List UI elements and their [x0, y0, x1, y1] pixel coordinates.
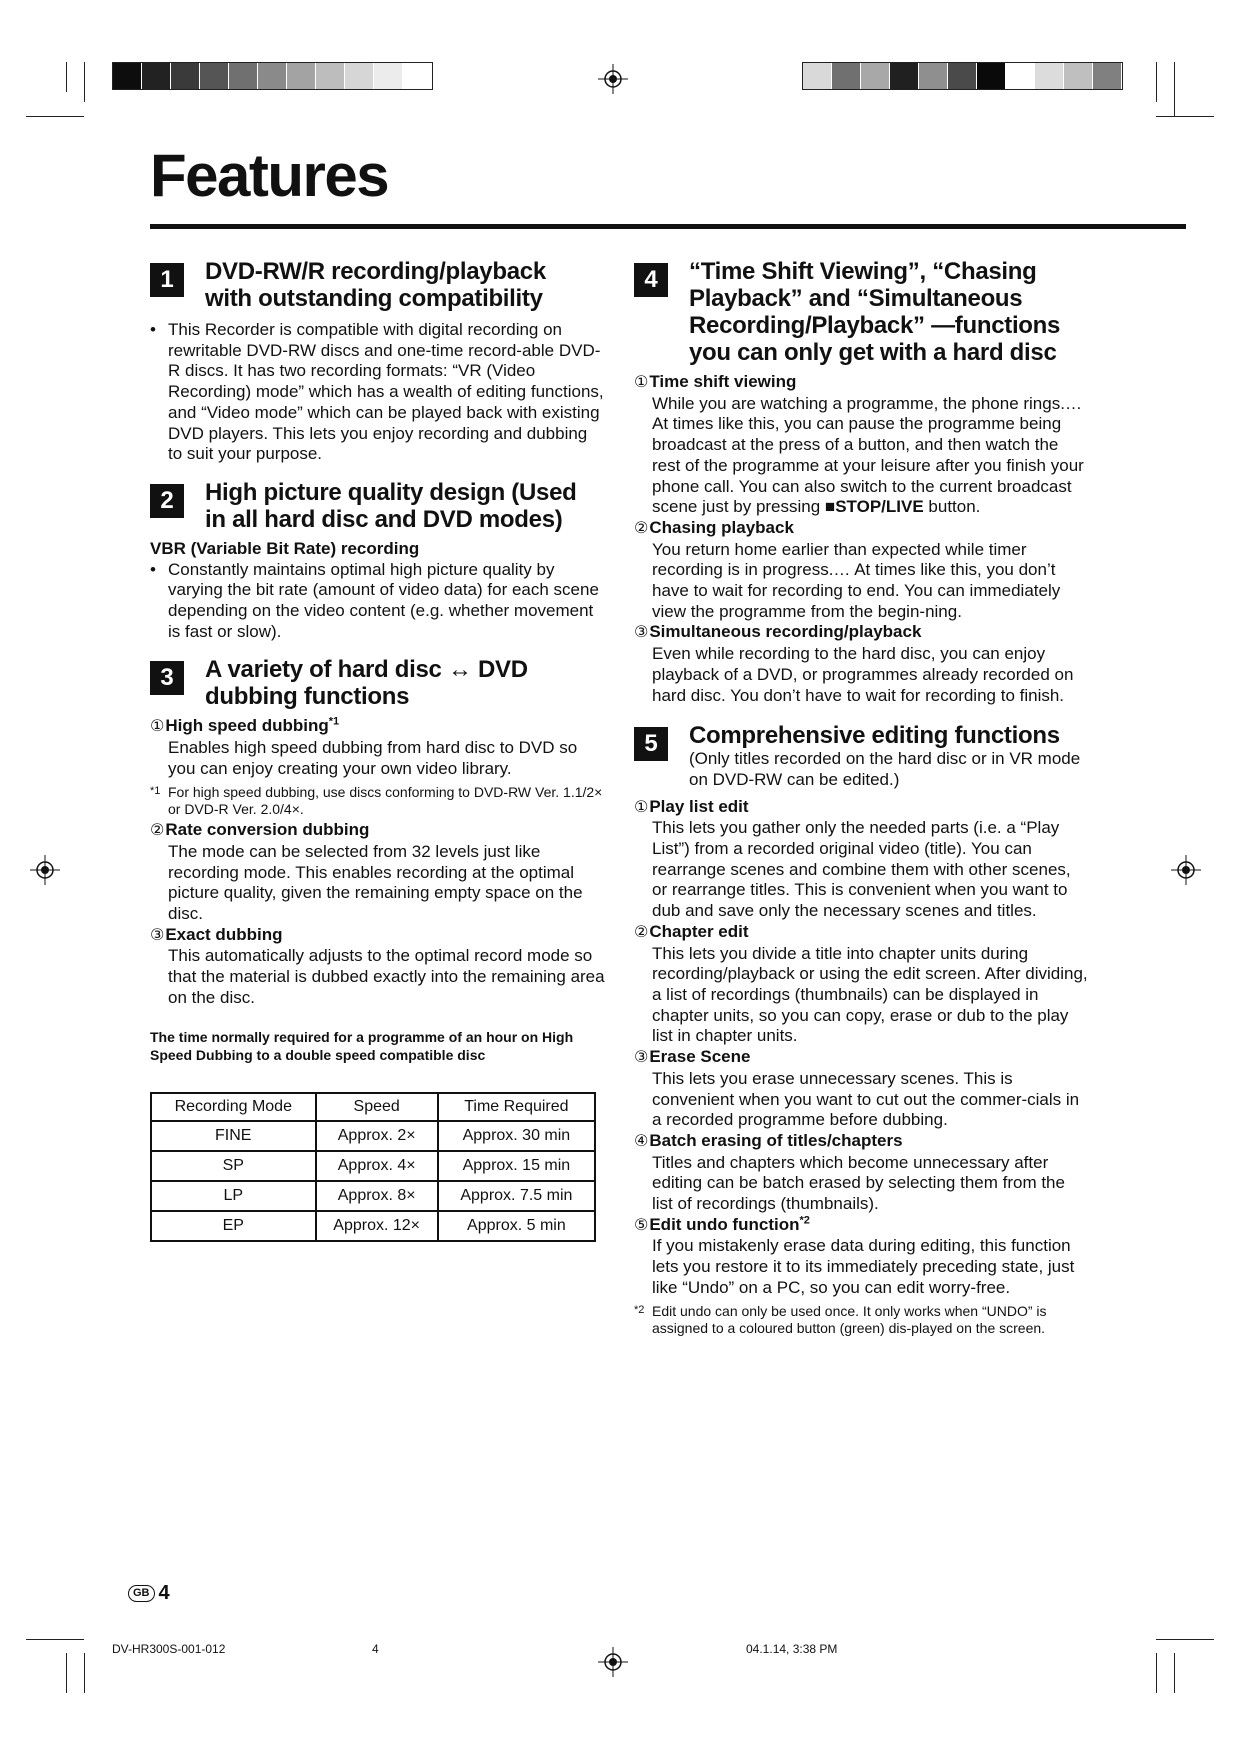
- item-title-text: Erase Scene: [649, 1047, 751, 1067]
- item-title-text: Time shift viewing: [649, 372, 797, 391]
- print-file-name: DV-HR300S-001-012: [112, 1642, 226, 1656]
- feature-item-text: Titles and chapters which become unnecessary after editing can be batch erased by selecting them from the list of recordings (thumbnails).: [652, 1152, 1065, 1214]
- item-number: ⑤: [634, 1216, 649, 1234]
- stop-live-button-label: ■STOP/LIVE: [824, 497, 924, 517]
- color-swatch-strip-right: [802, 62, 1123, 90]
- feature-item-text: Even while recording to the hard disc, you can enjoy playback of a DVD, or programmes already recorded on hard disc. You don’t have to wait for recording to finish.: [652, 644, 1074, 705]
- feature-item-title: [150, 716, 605, 738]
- section-intro: (Only titles recorded on the hard disc or in VR mode on DVD-RW can be edited.): [689, 749, 1081, 789]
- table-cell: SP: [151, 1151, 316, 1181]
- item-title-text: High speed dubbing: [165, 716, 329, 736]
- feature-item-title: [634, 1131, 1089, 1153]
- feature-item-text: [652, 394, 1089, 518]
- section-heading: [689, 722, 1089, 749]
- color-swatch: [890, 63, 919, 89]
- color-swatch: [1006, 63, 1035, 89]
- feature-item-text: You return home earlier than expected while timer recording is in progress.… At times like this, you don’t have to wait for recording to end. You can immediately view the programme from the begin-ning.: [652, 539, 1061, 621]
- color-swatch: [803, 63, 832, 89]
- heading-line: “Time Shift Viewing”, “Chasing: [689, 258, 1037, 285]
- color-swatch: [345, 63, 374, 89]
- heading-line: Comprehensive editing functions: [689, 722, 1060, 750]
- section-number: 4: [634, 263, 668, 297]
- feature-item-text: If you mistakenly erase data during editing, this function lets you restore it to its immediately preceding state, just like “Undo” on a PC, so you can edit worry-free.: [652, 1236, 1075, 1297]
- item-text-part: While you are watching a programme, the phone rings.… At times like this, you can pause the programme being broadcast at the press of a button, and then watch the rest of the programme at your leisure after you finish your phone call. You can also switch to the current broadcast scene just by pressing: [652, 393, 1084, 517]
- section-heading: [689, 258, 1089, 366]
- footnote-text: For high speed dubbing, use discs conforming to DVD-RW Ver. 1.1/2× or DVD-R Ver. 2.0/4×.: [168, 783, 603, 817]
- print-page-number: 4: [372, 1642, 379, 1656]
- crop-mark-icon: [26, 1639, 84, 1640]
- color-swatch: [142, 63, 171, 89]
- section-heading: [205, 258, 605, 312]
- crop-mark-icon: [84, 62, 85, 102]
- dubbing-time-table: [150, 1092, 596, 1242]
- crop-mark-icon: [84, 1653, 85, 1693]
- item-title-text: Chasing playback: [649, 517, 794, 537]
- section-body: [634, 372, 1089, 706]
- item-number: ①: [634, 798, 649, 816]
- table-cell: Approx. 30 min: [438, 1121, 595, 1151]
- section-body: [634, 797, 1089, 1337]
- section-body: [150, 716, 605, 1242]
- color-swatch-strip-left: [112, 62, 433, 90]
- table-cell: Approx. 5 min: [438, 1211, 595, 1241]
- footnote: [150, 784, 605, 819]
- heading-line: dubbing functions: [205, 683, 410, 711]
- left-column: [150, 258, 605, 1242]
- item-text-part: button.: [923, 497, 981, 517]
- section-body: [150, 320, 605, 465]
- feature-item-text: This lets you erase unnecessary scenes. This is convenient when you want to cut out the commer-cials in a recorded programme before dubbing.: [652, 1068, 1080, 1130]
- table-cell: EP: [151, 1211, 316, 1241]
- heading-line: Playback” and “Simultaneous: [689, 285, 1023, 312]
- item-title-text: Edit undo function: [649, 1214, 800, 1234]
- title-rule: [150, 224, 1186, 229]
- section-4: [634, 258, 1089, 706]
- right-column: [634, 258, 1089, 1339]
- heading-line: in all hard disc and DVD modes): [205, 505, 563, 533]
- heading-line: DVD-RW/R recording/playback: [205, 258, 546, 285]
- feature-item-title: [150, 925, 605, 947]
- crop-mark-icon: [1174, 1653, 1175, 1693]
- table-caption: The time normally required for a programme of an hour on High Speed Dubbing to a double speed compatible disc: [150, 1029, 574, 1064]
- item-number: ①: [634, 374, 649, 391]
- feature-item-text: This lets you divide a title into chapter units during recording/playback or using the edit screen. After dividing, a list of recordings (thumbnails) can be displayed in chapter units, so you can copy, erase or dub to the play list in chapter units.: [652, 943, 1088, 1046]
- feature-item-title: [634, 622, 1089, 644]
- footnote: [634, 1303, 1089, 1338]
- feature-item-text: This lets you gather only the needed parts (i.e. a “Play List”) from a recorded original video (title). You can rearrange scenes and combine them with other scenes, or rearrange titles. This is convenient when you want to dub and save only the necessary scenes and titles.: [652, 818, 1071, 921]
- table-cell: Approx. 2×: [316, 1121, 438, 1151]
- crop-mark-icon: [26, 116, 84, 117]
- feature-item-title: [634, 518, 1089, 540]
- footnote-mark: *1: [150, 784, 161, 797]
- table-cell: Approx. 12×: [316, 1211, 438, 1241]
- color-swatch: [861, 63, 890, 89]
- color-swatch: [1035, 63, 1064, 89]
- registration-crosshair-icon: [30, 855, 60, 885]
- item-title-text: Exact dubbing: [165, 924, 283, 944]
- registration-crosshair-icon: [598, 64, 628, 94]
- color-swatch: [403, 63, 432, 89]
- section-heading: [205, 479, 605, 533]
- item-title-text: Chapter edit: [649, 921, 749, 941]
- feature-item-title: [150, 820, 605, 842]
- item-number: ②: [150, 822, 165, 840]
- section-heading: [205, 656, 605, 710]
- crop-mark-icon: [1156, 62, 1157, 102]
- region-badge: GB: [128, 1585, 155, 1602]
- feature-item-text: This automatically adjusts to the optimal record mode so that the material is dubbed exactly into the remaining area on the disc.: [168, 946, 605, 1007]
- feature-item-text: Enables high speed dubbing from hard disc to DVD so you can enjoy creating your own video library.: [168, 738, 578, 778]
- item-title-text: Batch erasing of titles/chapters: [649, 1130, 903, 1150]
- table-row: [151, 1151, 595, 1181]
- section-5: [634, 722, 1089, 1337]
- table-cell: Approx. 4×: [316, 1151, 438, 1181]
- color-swatch: [113, 63, 142, 89]
- heading-line: you can only get with a hard disc: [689, 339, 1057, 366]
- color-swatch: [316, 63, 345, 89]
- table-header-cell: Time Required: [438, 1093, 595, 1121]
- item-title-text: Simultaneous recording/playback: [649, 622, 922, 642]
- crop-mark-icon: [66, 62, 67, 92]
- registration-crosshair-icon: [598, 1647, 628, 1677]
- page-number: 4: [158, 1582, 170, 1604]
- color-swatch: [171, 63, 200, 89]
- crop-mark-icon: [66, 1653, 67, 1693]
- table-row: [151, 1211, 595, 1241]
- crop-mark-icon: [1156, 1639, 1214, 1640]
- section-3: [150, 656, 605, 1242]
- section-number: 5: [634, 727, 668, 761]
- footnote-mark: *2: [634, 1303, 645, 1316]
- table-cell: LP: [151, 1181, 316, 1211]
- table-cell: FINE: [151, 1121, 316, 1151]
- color-swatch: [1064, 63, 1093, 89]
- item-number: ③: [634, 624, 649, 642]
- feature-item-title: [634, 372, 1089, 394]
- table-cell: Approx. 8×: [316, 1181, 438, 1211]
- feature-item-title: [634, 1215, 1089, 1237]
- heading-line: A variety of hard disc ↔ DVD: [205, 656, 528, 684]
- color-swatch: [258, 63, 287, 89]
- heading-line: High picture quality design (Used: [205, 478, 577, 506]
- crop-mark-icon: [1174, 62, 1175, 116]
- registration-crosshair-icon: [1171, 855, 1201, 885]
- table-cell: Approx. 15 min: [438, 1151, 595, 1181]
- color-swatch: [200, 63, 229, 89]
- table-row: [151, 1121, 595, 1151]
- footnote-ref: *2: [799, 1214, 810, 1227]
- item-number: ②: [634, 519, 649, 537]
- item-title-text: Play list edit: [649, 796, 749, 816]
- crop-mark-icon: [1156, 1653, 1157, 1693]
- subheading: VBR (Variable Bit Rate) recording: [150, 538, 420, 558]
- table-cell: Approx. 7.5 min: [438, 1181, 595, 1211]
- section-body: [150, 539, 605, 643]
- color-swatch: [832, 63, 861, 89]
- color-swatch: [948, 63, 977, 89]
- item-number: ④: [634, 1132, 649, 1150]
- footnote-text: Edit undo can only be used once. It only works when “UNDO” is assigned to a coloured button (green) dis-played on the screen.: [652, 1302, 1047, 1336]
- bullet-text: • This Recorder is compatible with digital recording on rewritable DVD-RW discs and one-time record-able DVD-R discs. It has two recording formats: “VR (Video Recording) mode” which has a wealth of editing functions, and “Video mode” which can be played back with existing DVD players. This lets you enjoy recording and dubbing to suit your purpose.: [150, 320, 605, 465]
- section-number: 1: [150, 263, 184, 297]
- heading-line: with outstanding compatibility: [205, 285, 543, 312]
- print-timestamp: 04.1.14, 3:38 PM: [746, 1642, 838, 1656]
- item-number: ①: [150, 718, 165, 736]
- footnote-ref: *1: [328, 715, 340, 728]
- table-header-cell: Recording Mode: [151, 1093, 316, 1121]
- section-2: [150, 479, 605, 643]
- feature-item-title: [634, 1047, 1089, 1069]
- color-swatch: [977, 63, 1006, 89]
- page-title: Features: [150, 142, 389, 209]
- feature-item-text: The mode can be selected from 32 levels just like recording mode. This enables recording at the optimal picture quality, given the remaining empty space on the disc.: [168, 841, 583, 923]
- item-number: ③: [150, 926, 165, 944]
- section-number: 3: [150, 661, 184, 695]
- feature-item-title: [634, 797, 1089, 819]
- table-header-cell: Speed: [316, 1093, 438, 1121]
- table-header-row: [151, 1093, 595, 1121]
- heading-line: Recording/Playback” —functions: [689, 312, 1061, 339]
- section-number: 2: [150, 484, 184, 518]
- item-number: ②: [634, 923, 649, 941]
- color-swatch: [287, 63, 316, 89]
- color-swatch: [229, 63, 258, 89]
- table-row: [151, 1181, 595, 1211]
- color-swatch: [374, 63, 403, 89]
- feature-item-title: [634, 922, 1089, 944]
- crop-mark-icon: [1156, 116, 1214, 117]
- section-1: [150, 258, 605, 465]
- bullet-text: • Constantly maintains optimal high picture quality by varying the bit rate (amount of video data) for each scene depending on the video content (e.g. whether movement is fast or slow).: [150, 560, 605, 643]
- color-swatch: [919, 63, 948, 89]
- item-title-text: Rate conversion dubbing: [165, 820, 370, 840]
- page-footer: [128, 1582, 170, 1605]
- item-number: ③: [634, 1049, 649, 1067]
- color-swatch: [1093, 63, 1122, 89]
